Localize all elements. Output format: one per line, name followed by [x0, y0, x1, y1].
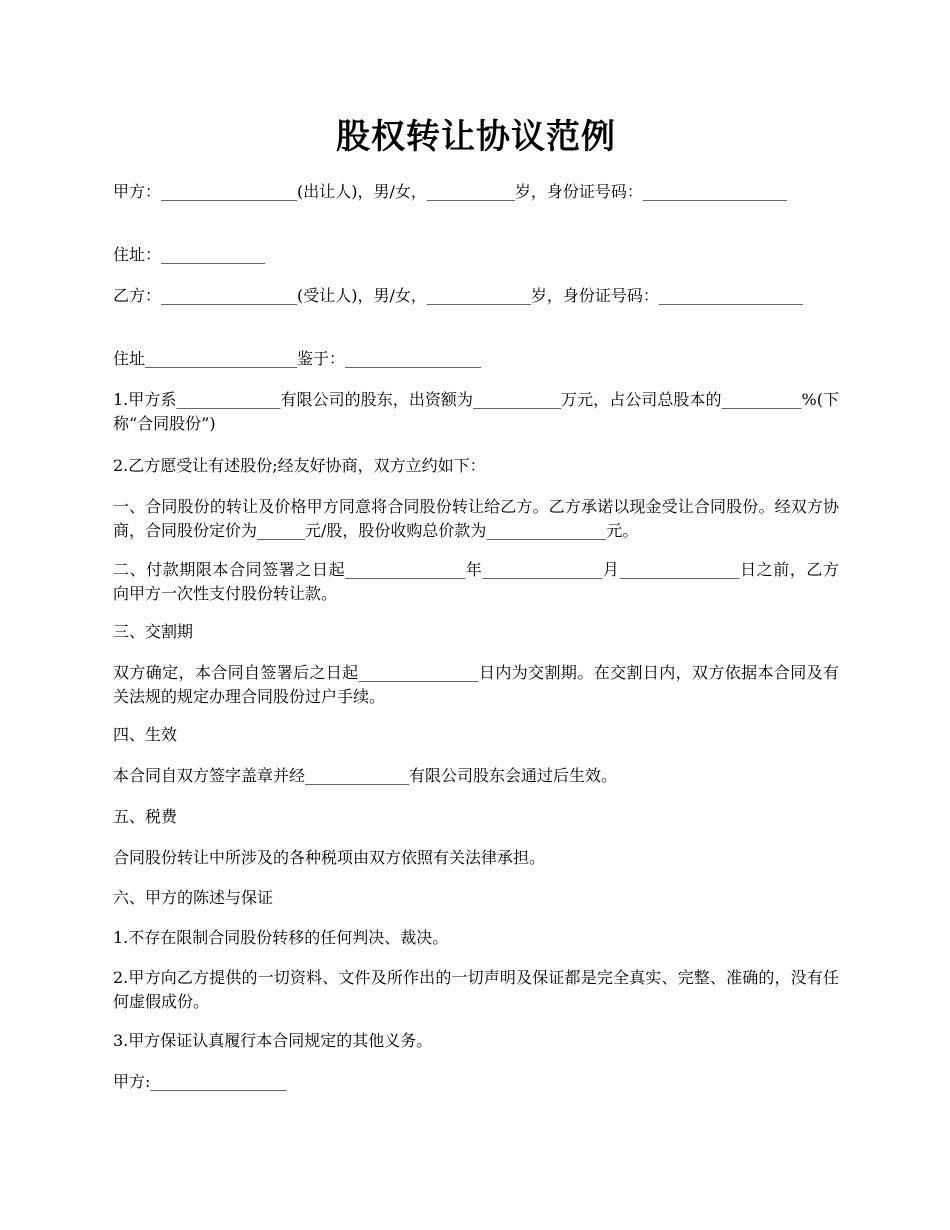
- clause-6-item-2: 2.甲方向乙方提供的一切资料、文件及所作出的一切声明及保证都是完全真实、完整、准确的，没有任何虚假成份。: [113, 968, 839, 1011]
- party-b-address-recital: 住址___________________鉴于：_________________: [113, 349, 482, 368]
- clause-1-transfer-price: 一、合同股份的转让及价格甲方同意将合同股份转让给乙方。乙方承诺以现金受让合同股份。经双方协商，合同股份定价为______元/股，股份收购总价款为_______________元。: [113, 497, 839, 540]
- clause-3-body: 双方确定，本合同自签署后之日起_______________日内为交割期。在交割日内，双方依据本合同及有关法规的规定办理合同股份过户手续。: [113, 663, 839, 706]
- recital-2: 2.乙方愿受让有述股份;经友好协商，双方立约如下：: [113, 456, 486, 475]
- clause-4-body: 本合同自双方签字盖章并经_____________有限公司股东会通过后生效。: [113, 766, 618, 785]
- clause-5-heading: 五、税费: [113, 807, 178, 826]
- document-title: 股权转让协议范例: [336, 117, 616, 157]
- party-a-info: 甲方：_________________(出让人)，男/女，___________岁，身份证号码：__________________: [113, 182, 787, 201]
- clause-5-body: 合同股份转让中所涉及的各种税项由双方依照有关法律承担。: [113, 848, 546, 867]
- clause-3-heading: 三、交割期: [113, 622, 194, 641]
- clause-4-heading: 四、生效: [113, 725, 178, 744]
- clause-2-payment-term: 二、付款期限本合同签署之日起_______________年_______________月_______________日之前，乙方向甲方一次性支付股份转让款。: [113, 560, 839, 603]
- clause-6-item-3: 3.甲方保证认真履行本合同规定的其他义务。: [113, 1031, 433, 1050]
- party-b-info: 乙方：_________________(受让人)，男/女，_____________岁，身份证号码：__________________: [113, 286, 803, 305]
- party-a-signature-line: 甲方:_________________: [113, 1072, 287, 1091]
- party-a-address: 住址：_____________: [113, 245, 266, 264]
- clause-6-heading: 六、甲方的陈述与保证: [113, 888, 274, 907]
- clause-6-item-1: 1.不存在限制合同股份转移的任何判决、裁决。: [113, 928, 449, 947]
- recital-1: 1.甲方系_____________有限公司的股东，出资额为___________万元，占公司总股本的__________%(下称“合同股份”): [113, 390, 839, 433]
